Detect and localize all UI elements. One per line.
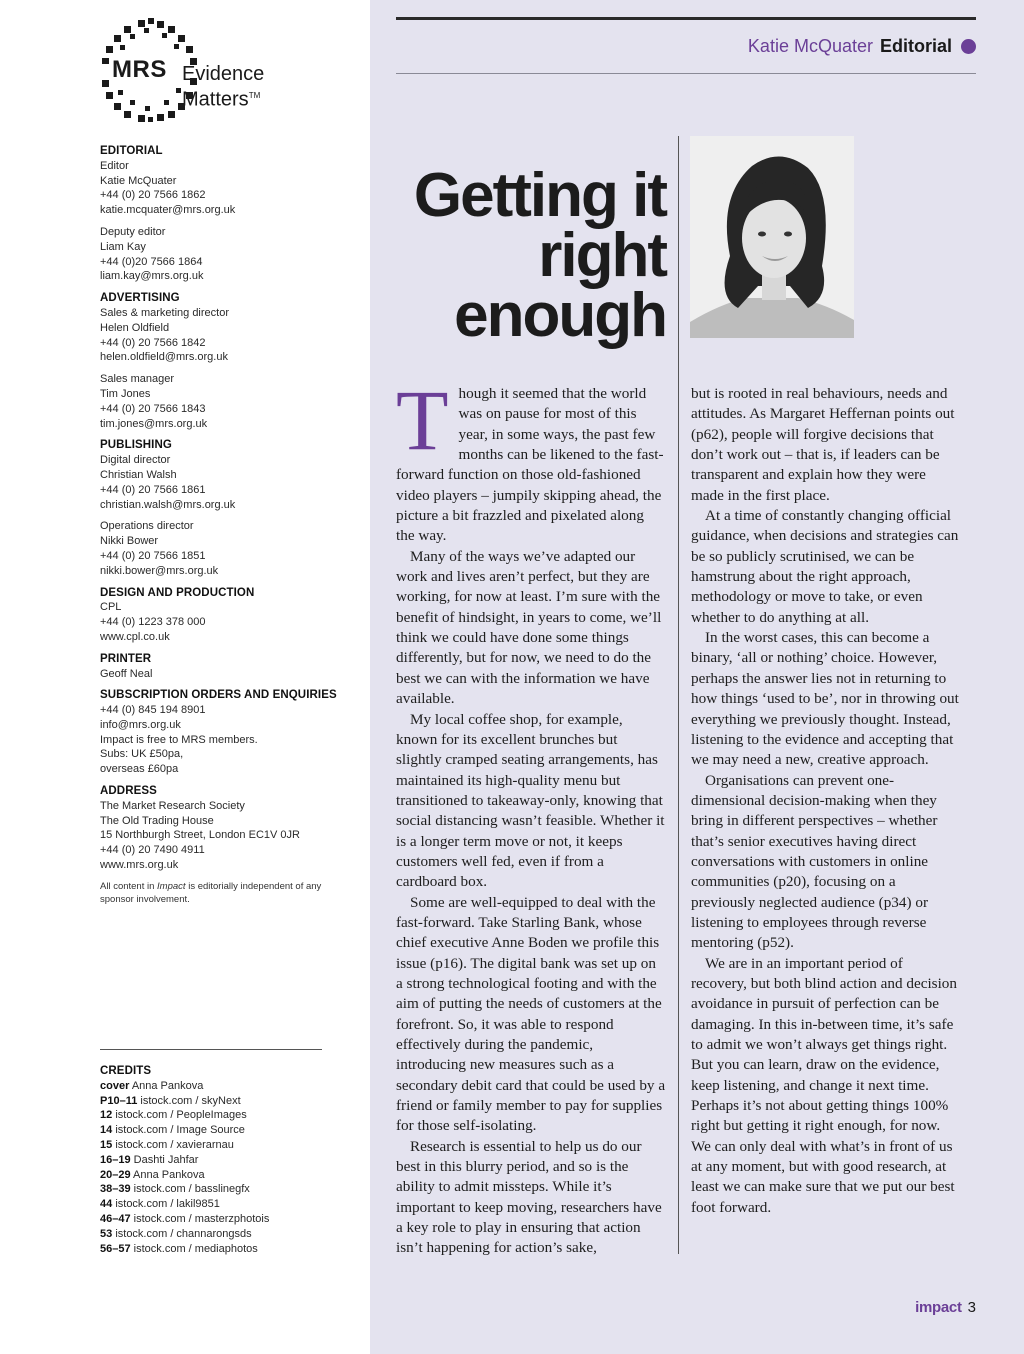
subscription-contact	[100, 703, 340, 777]
address-heading: ADDRESS	[100, 785, 157, 798]
digital-role: Digital director	[100, 454, 171, 467]
credit-source: istock.com / skyNext	[140, 1094, 241, 1107]
address-line2: The Old Trading House	[100, 814, 214, 827]
credit-row	[100, 1138, 340, 1153]
credits-section	[100, 1064, 340, 1256]
deputy-name: Liam Kay	[100, 240, 146, 253]
credit-source: istock.com / Image Source	[115, 1124, 245, 1137]
digital-director-contact	[100, 453, 340, 512]
header-author: Katie McQuater	[747, 36, 873, 56]
editor-role: Editor	[100, 159, 129, 172]
ops-name: Nikki Bower	[100, 535, 159, 548]
credit-source: istock.com / xavierarnau	[115, 1138, 234, 1151]
subs-overseas-price: overseas £60pa	[100, 763, 179, 776]
credit-page: 46–47	[100, 1212, 131, 1225]
article-paragraph: At a time of constantly changing official guidance, when decisions and strategies can be so publicly scrutinised, we can be hamstrung about the right approach, methodology or move to take, or even whether to do anything at all.	[691, 507, 959, 626]
address-line1: The Market Research Society	[100, 799, 245, 812]
subs-phone: +44 (0) 845 194 8901	[100, 704, 206, 717]
deputy-role: Deputy editor	[100, 225, 166, 238]
manager-email[interactable]: tim.jones@mrs.org.uk	[100, 417, 208, 430]
design-contact	[100, 600, 340, 644]
credit-source: istock.com / PeopleImages	[115, 1109, 247, 1122]
editor-contact	[100, 159, 340, 218]
sales-manager-contact	[100, 372, 340, 431]
digital-email[interactable]: christian.walsh@mrs.org.uk	[100, 498, 236, 511]
editorial-heading: EDITORIAL	[100, 145, 163, 157]
advertising-heading: ADVERTISING	[100, 292, 180, 305]
article-paragraph: Many of the ways we’ve adapted our work and lives aren’t perfect, but they are working, for now at least. I’m sure with the benefit of hindsight, in years to come, we’ll think we could have done some things differently, but for now, we need to do the best we can with the information we have available.	[396, 547, 662, 708]
subscription-heading: SUBSCRIPTION ORDERS AND ENQUIRIES	[100, 689, 337, 702]
ops-role: Operations director	[100, 520, 194, 533]
article-paragraph: Though it seemed that the world was on pause for most of this year, in some ways, the past few months can be likened to the fast-forward function on those old-fashioned video players – jumpily skipping ahead, the picture a bit frazzled and pixelated along the way.	[396, 372, 664, 545]
logo-tagline-line1: Evidence	[182, 63, 265, 85]
drop-cap: T	[396, 372, 449, 468]
credit-row	[100, 1123, 340, 1138]
deputy-email[interactable]: liam.kay@mrs.org.uk	[100, 270, 204, 283]
article-column-2	[691, 384, 961, 1218]
credit-row	[100, 1168, 340, 1183]
note-publication-title: Impact	[157, 880, 186, 892]
credits-divider	[100, 1049, 322, 1050]
printer-heading: PRINTER	[100, 652, 152, 665]
credit-row	[100, 1182, 340, 1197]
article-paragraph: We are in an important period of recovery, but both blind action and decision avoidance in pursuit of perfection can be damaging. In this in-between time, it’s safe to admit we won’t always get things right. But you can learn, draw on the evidence, keep listening, and change it next time. Perhaps it’s not about getting things 100% right but getting it right enough, for now. We can only deal with what’s in front of us at any moment, but with good research, at least we can make sure that we put our best foot forward.	[691, 954, 957, 1216]
headline-line1: Getting it	[413, 161, 666, 230]
masthead-sidebar	[0, 0, 370, 1354]
credit-page: 44	[100, 1198, 113, 1211]
article-headline	[380, 161, 666, 350]
article-paragraph: My local coffee shop, for example, known for its excellent brunches but slightly cramped seating arrangements, has maintained its high-quality menu but transitioned to takeaway-only, knowing that social distancing wasn’t feasible. Whether it is a longer term move or not, it keeps customers well fed, even if from a cardboard box.	[396, 710, 665, 891]
independence-note: All content in Impact is editorially independent of any sponsor involvement.	[100, 880, 322, 905]
address-phone: +44 (0) 20 7490 4911	[100, 844, 205, 857]
page-footer	[915, 1299, 976, 1316]
editor-name: Katie McQuater	[100, 174, 177, 187]
author-portrait	[690, 136, 854, 338]
design-phone: +44 (0) 1223 378 000	[100, 616, 206, 629]
running-header	[748, 36, 976, 57]
article-paragraph: Organisations can prevent one-dimensional decision-making when they bring in different perspectives – whether that’s senior executives having direct conversations with customers in online communities (p20), focusing on a previously neglected audience (p34) or listening to employees through reverse mentoring (p52).	[691, 771, 938, 952]
credit-page: 53	[100, 1227, 113, 1240]
subs-email[interactable]: info@mrs.org.uk	[100, 718, 181, 731]
logo-tagline-line2: Matters™	[182, 88, 261, 111]
design-heading: DESIGN AND PRODUCTION	[100, 586, 255, 599]
mrs-logo	[100, 18, 290, 122]
publishing-heading: PUBLISHING	[100, 439, 172, 452]
ops-phone: +44 (0) 20 7566 1851	[100, 549, 206, 562]
sales-name: Helen Oldfield	[100, 321, 170, 334]
credit-page: 56–57	[100, 1242, 131, 1255]
digital-phone: +44 (0) 20 7566 1861	[100, 483, 206, 496]
credit-page: 12	[100, 1109, 113, 1122]
credit-page: 16–19	[100, 1153, 131, 1166]
article-paragraph: In the worst cases, this can become a binary, ‘all or nothing’ choice. However, perhaps the answer lies not in returning to how things ‘used to be’, nor in throwing out everything we previously thought. Instead, listening to the evidence and accepting that we may need a new, creative approach.	[691, 629, 959, 769]
credit-row	[100, 1212, 340, 1227]
credit-source: Anna Pankova	[133, 1168, 205, 1181]
author-portrait-illustration	[690, 136, 854, 338]
credit-row	[100, 1242, 340, 1257]
sales-email[interactable]: helen.oldfield@mrs.org.uk	[100, 351, 228, 364]
design-name: CPL	[100, 601, 122, 614]
printer-contact	[100, 667, 340, 682]
ops-email[interactable]: nikki.bower@mrs.org.uk	[100, 564, 219, 577]
manager-role: Sales manager	[100, 373, 174, 386]
credit-source: istock.com / mediaphotos	[133, 1242, 258, 1255]
credit-source: Anna Pankova	[131, 1079, 204, 1092]
subs-free-note: Impact is free to MRS members.	[100, 733, 258, 746]
address-line3: 15 Northburgh Street, London EC1V 0JR	[100, 829, 300, 842]
footer-brand-logo: impact	[915, 1299, 962, 1316]
logo-mrs-text: MRS	[112, 56, 167, 83]
credit-row	[100, 1079, 340, 1094]
manager-phone: +44 (0) 20 7566 1843	[100, 402, 206, 415]
header-bottom-rule	[396, 73, 976, 74]
credit-row	[100, 1197, 340, 1212]
masthead-contacts	[100, 144, 340, 906]
printer-name: Geoff Neal	[100, 667, 153, 680]
headline-line2: right	[538, 221, 666, 290]
credit-page: 15	[100, 1138, 113, 1151]
credit-row	[100, 1153, 340, 1168]
section-dot-icon	[961, 39, 976, 54]
credit-row	[100, 1227, 340, 1242]
credit-page: 20–29	[100, 1168, 131, 1181]
credit-source: Dashti Jahfar	[133, 1153, 199, 1166]
page-number: 3	[967, 1299, 976, 1316]
article-paragraph: Research is essential to help us do our best in this blurry period, and so is the ability to admit missteps. While it’s important to keep moving, researchers have a key role to play in ensuring that action isn’t happening for action’s sake,	[396, 1137, 662, 1257]
column-divider	[678, 136, 679, 1254]
credit-row	[100, 1094, 340, 1109]
header-section: Editorial	[879, 36, 952, 56]
deputy-phone: +44 (0)20 7566 1864	[100, 255, 203, 268]
editor-email[interactable]: katie.mcquater@mrs.org.uk	[100, 204, 236, 217]
deputy-contact	[100, 225, 340, 284]
credit-source: istock.com / basslinegfx	[133, 1183, 250, 1196]
sales-phone: +44 (0) 20 7566 1842	[100, 336, 206, 349]
credit-source: istock.com / masterzphotois	[133, 1212, 270, 1225]
credit-page: P10–11	[100, 1094, 138, 1107]
credit-row	[100, 1108, 340, 1123]
logo-trademark: TM	[248, 91, 261, 100]
article-paragraph: but is rooted in real behaviours, needs and attitudes. As Margaret Heffernan points out (p62), people will forgive decisions that don’t work out – that is, if leaders can be transparent and explain how they were made in the first place.	[691, 385, 955, 504]
logo-tagline	[182, 64, 264, 111]
editor-phone: +44 (0) 20 7566 1862	[100, 189, 206, 202]
credit-page: 14	[100, 1124, 113, 1137]
sales-director-contact	[100, 306, 340, 365]
manager-name: Tim Jones	[100, 387, 151, 400]
address-block	[100, 799, 340, 873]
article-paragraph: Some are well-equipped to deal with the fast-forward. Take Starling Bank, whose chief executive Anne Boden we profile this issue (p16). The digital bank was set up on a strong technological footing and with the aim of putting the needs of customers at the forefront. So, it was able to respond effectively during the pandemic, introducing new measures such as a secondary debit card that could be used by a friend or family member to pay for supplies for those self-isolating.	[396, 893, 666, 1135]
design-web[interactable]: www.cpl.co.uk	[100, 630, 170, 643]
address-web[interactable]: www.mrs.org.uk	[100, 859, 179, 872]
credit-page: cover	[100, 1079, 130, 1092]
credit-source: istock.com / lakil9851	[115, 1198, 220, 1211]
operations-director-contact	[100, 519, 340, 578]
credit-source: istock.com / channarongsds	[115, 1227, 252, 1240]
article-column-1	[396, 372, 666, 1259]
subs-uk-price: Subs: UK £50pa,	[100, 748, 184, 761]
credits-heading: CREDITS	[100, 1065, 152, 1077]
headline-line3: enough	[454, 281, 666, 350]
credits-list	[100, 1079, 340, 1257]
sales-role: Sales & marketing director	[100, 306, 229, 319]
header-top-rule	[396, 17, 976, 20]
digital-name: Christian Walsh	[100, 468, 177, 481]
credit-page: 38–39	[100, 1183, 131, 1196]
